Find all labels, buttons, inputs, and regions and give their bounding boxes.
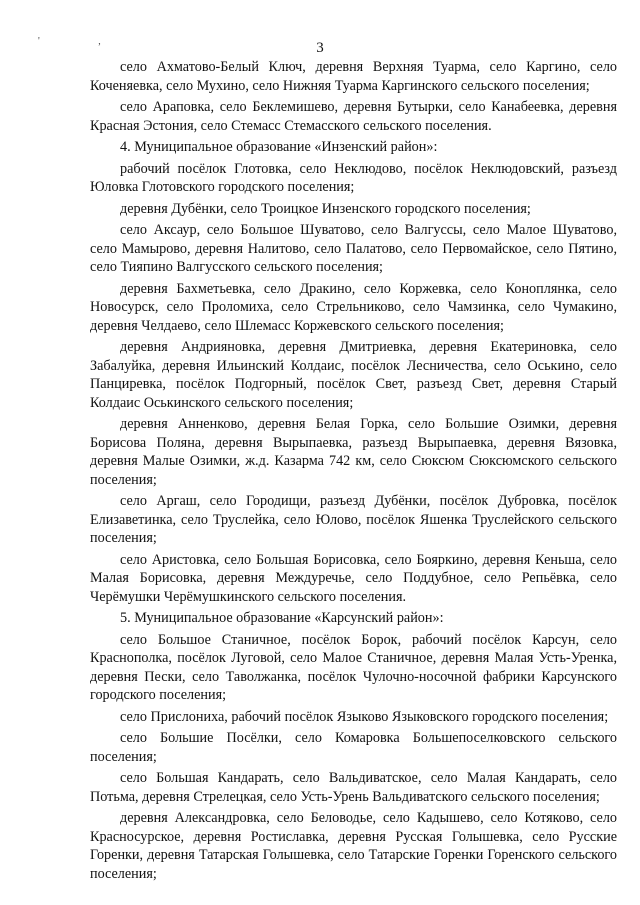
paragraph: деревня Александровка, село Беловодье, село Кадышево, село Котяково, село Красносурское, деревня Ростиславка, деревня Русская Голышевка, село Русские Горенки, деревня Татарская Голышевка, село Татарские Горенки Горенского сельского поселения;	[90, 810, 617, 882]
paragraph: село Аргаш, село Городищи, разъезд Дубёнки, посёлок Дубровка, посёлок Елизаветинка, село Труслейка, село Юлово, посёлок Яшенка Труслейского сельского поселения;	[90, 493, 617, 546]
paragraph: село Большая Кандарать, село Вальдиватское, село Малая Кандарать, село Потьма, деревня Стрелецкая, село Усть-Урень Вальдиватского сельского поселения;	[90, 770, 617, 805]
paragraph: село Большие Посёлки, село Комаровка Большепоселковского сельского поселения;	[90, 730, 617, 765]
paragraph: деревня Дубёнки, село Троицкое Инзенского городского поселения;	[120, 200, 531, 217]
paragraph: рабочий посёлок Глотовка, село Неклюдово, посёлок Неклюдовский, разъезд Юловка Глотовского городского поселения;	[90, 160, 617, 195]
paragraph: село Большое Станичное, посёлок Борок, рабочий посёлок Карсун, село Краснополка, посёлок Луговой, село Малое Станичное, деревня Малая Усть-Уренка, деревня Пески, село Таволжанка, посёлок Чулочно-носочной фабрики Карсунского городского поселения;	[90, 631, 617, 703]
paragraph: село Аксаур, село Большое Шуватово, село Валгуссы, село Малое Шуватово, село Мамырово, деревня Налитово, село Палатово, село Первомайское, село Пятино, село Тияпино Валгусского сельского поселения;	[90, 222, 617, 275]
document-body	[90, 58, 617, 886]
paragraph: село Араповка, село Беклемишево, деревня Бутырки, село Канабеевка, деревня Красная Эстония, село Стемасс Стемасского сельского поселения.	[90, 99, 617, 134]
page-number: 3	[316, 40, 324, 56]
paragraph: деревня Андрияновка, деревня Дмитриевка, деревня Екатериновка, село Забалуйка, деревня Ильинский Колдаис, посёлок Лесничества, село Оськино, село Панциревка, посёлок Подгорный, посёлок Свет, разъезд Свет, деревня Старый Колдаис Оськинского сельского поселения;	[90, 339, 617, 411]
paragraph: село Прислониха, рабочий посёлок Языково Языковского городского поселения;	[120, 708, 609, 725]
paragraph: село Аристовка, село Большая Борисовка, село Бояркино, деревня Кеньша, село Малая Борисовка, деревня Междуречье, село Поддубное, село Репьёвка, село Черёмушки Черёмушкинского сельского поселения.	[90, 551, 617, 605]
paragraph: село Ахматово-Белый Ключ, деревня Верхняя Туарма, село Каргино, село Коченяевка, село Мухино, село Нижняя Туарма Каргинского сельского поселения;	[90, 59, 617, 94]
paragraph: деревня Анненково, деревня Белая Горка, село Большие Озимки, деревня Борисова Поляна, деревня Вырыпаевка, разъезд Вырыпаевка, деревня Вязовка, деревня Малые Озимки, ж.д. Казарма 742 км, село Сюксюм Сюксюмского сельского поселения;	[90, 416, 617, 488]
section-heading: 4. Муниципальное образование «Инзенский район»:	[120, 139, 438, 155]
scan-marks: ' ,	[38, 36, 129, 47]
paragraph: деревня Бахметьевка, село Дракино, село Коржевка, село Коноплянка, село Новосурск, село Проломиха, село Стрельниково, село Чамзинка, село Чумакино, деревня Челдаево, село Шлемасс Коржевского сельского поселения;	[90, 280, 617, 334]
section-heading: 5. Муниципальное образование «Карсунский район»:	[120, 610, 444, 626]
